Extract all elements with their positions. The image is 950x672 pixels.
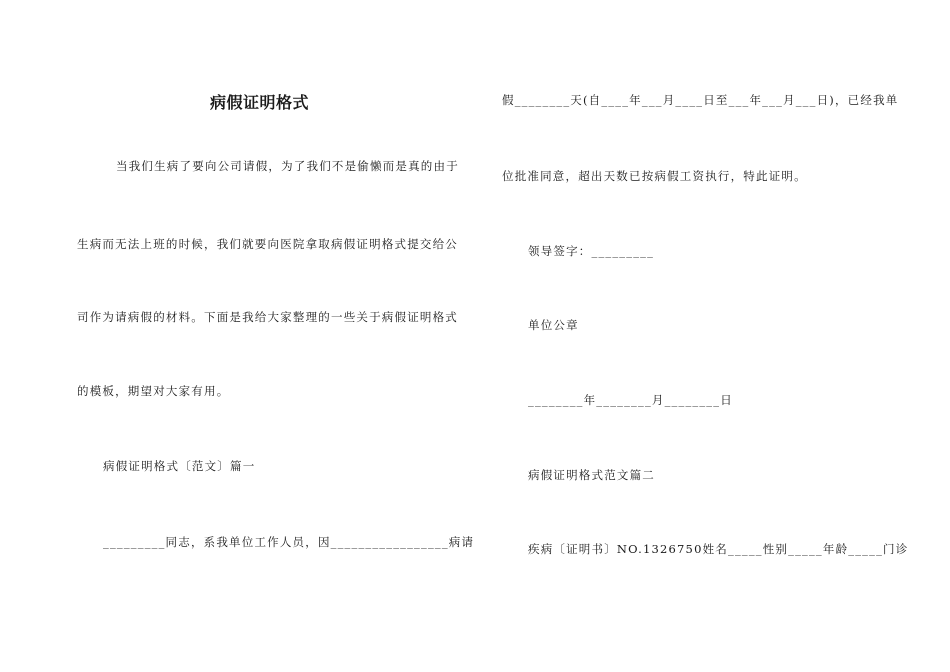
left-paragraph-line-4: 的模板，期望对大家有用。: [77, 384, 230, 398]
left-form-line: _________同志，系我单位工作人员，因_________________病请: [103, 535, 475, 549]
unit-seal-label: 单位公章: [528, 318, 579, 332]
document-title: 病假证明格式: [210, 93, 310, 112]
date-line: ________年________月________日: [528, 393, 733, 407]
right-form-line-2: 位批准同意，超出天数已按病假工资执行，特此证明。: [502, 169, 807, 183]
section-heading-2: 病假证明格式范文篇二: [528, 468, 655, 482]
left-paragraph-line-3: 司作为请病假的材料。下面是我给大家整理的一些关于病假证明格式: [77, 310, 458, 324]
section-heading-1: 病假证明格式〔范文〕篇一: [103, 459, 256, 473]
left-paragraph-line-1: 当我们生病了要向公司请假，为了我们不是偷懒而是真的由于: [116, 159, 459, 173]
right-form-line-1: 假________天(自____年___月____日至___年___月___日)，已经我单: [502, 93, 899, 107]
leader-signature-line: 领导签字：_________: [528, 244, 655, 258]
left-paragraph-line-2: 生病而无法上班的时候，我们就要向医院拿取病假证明格式提交给公: [77, 237, 458, 251]
certificate-line: 疾病〔证明书〕NO.1326750姓名_____性别_____年龄_____门诊: [528, 542, 909, 556]
